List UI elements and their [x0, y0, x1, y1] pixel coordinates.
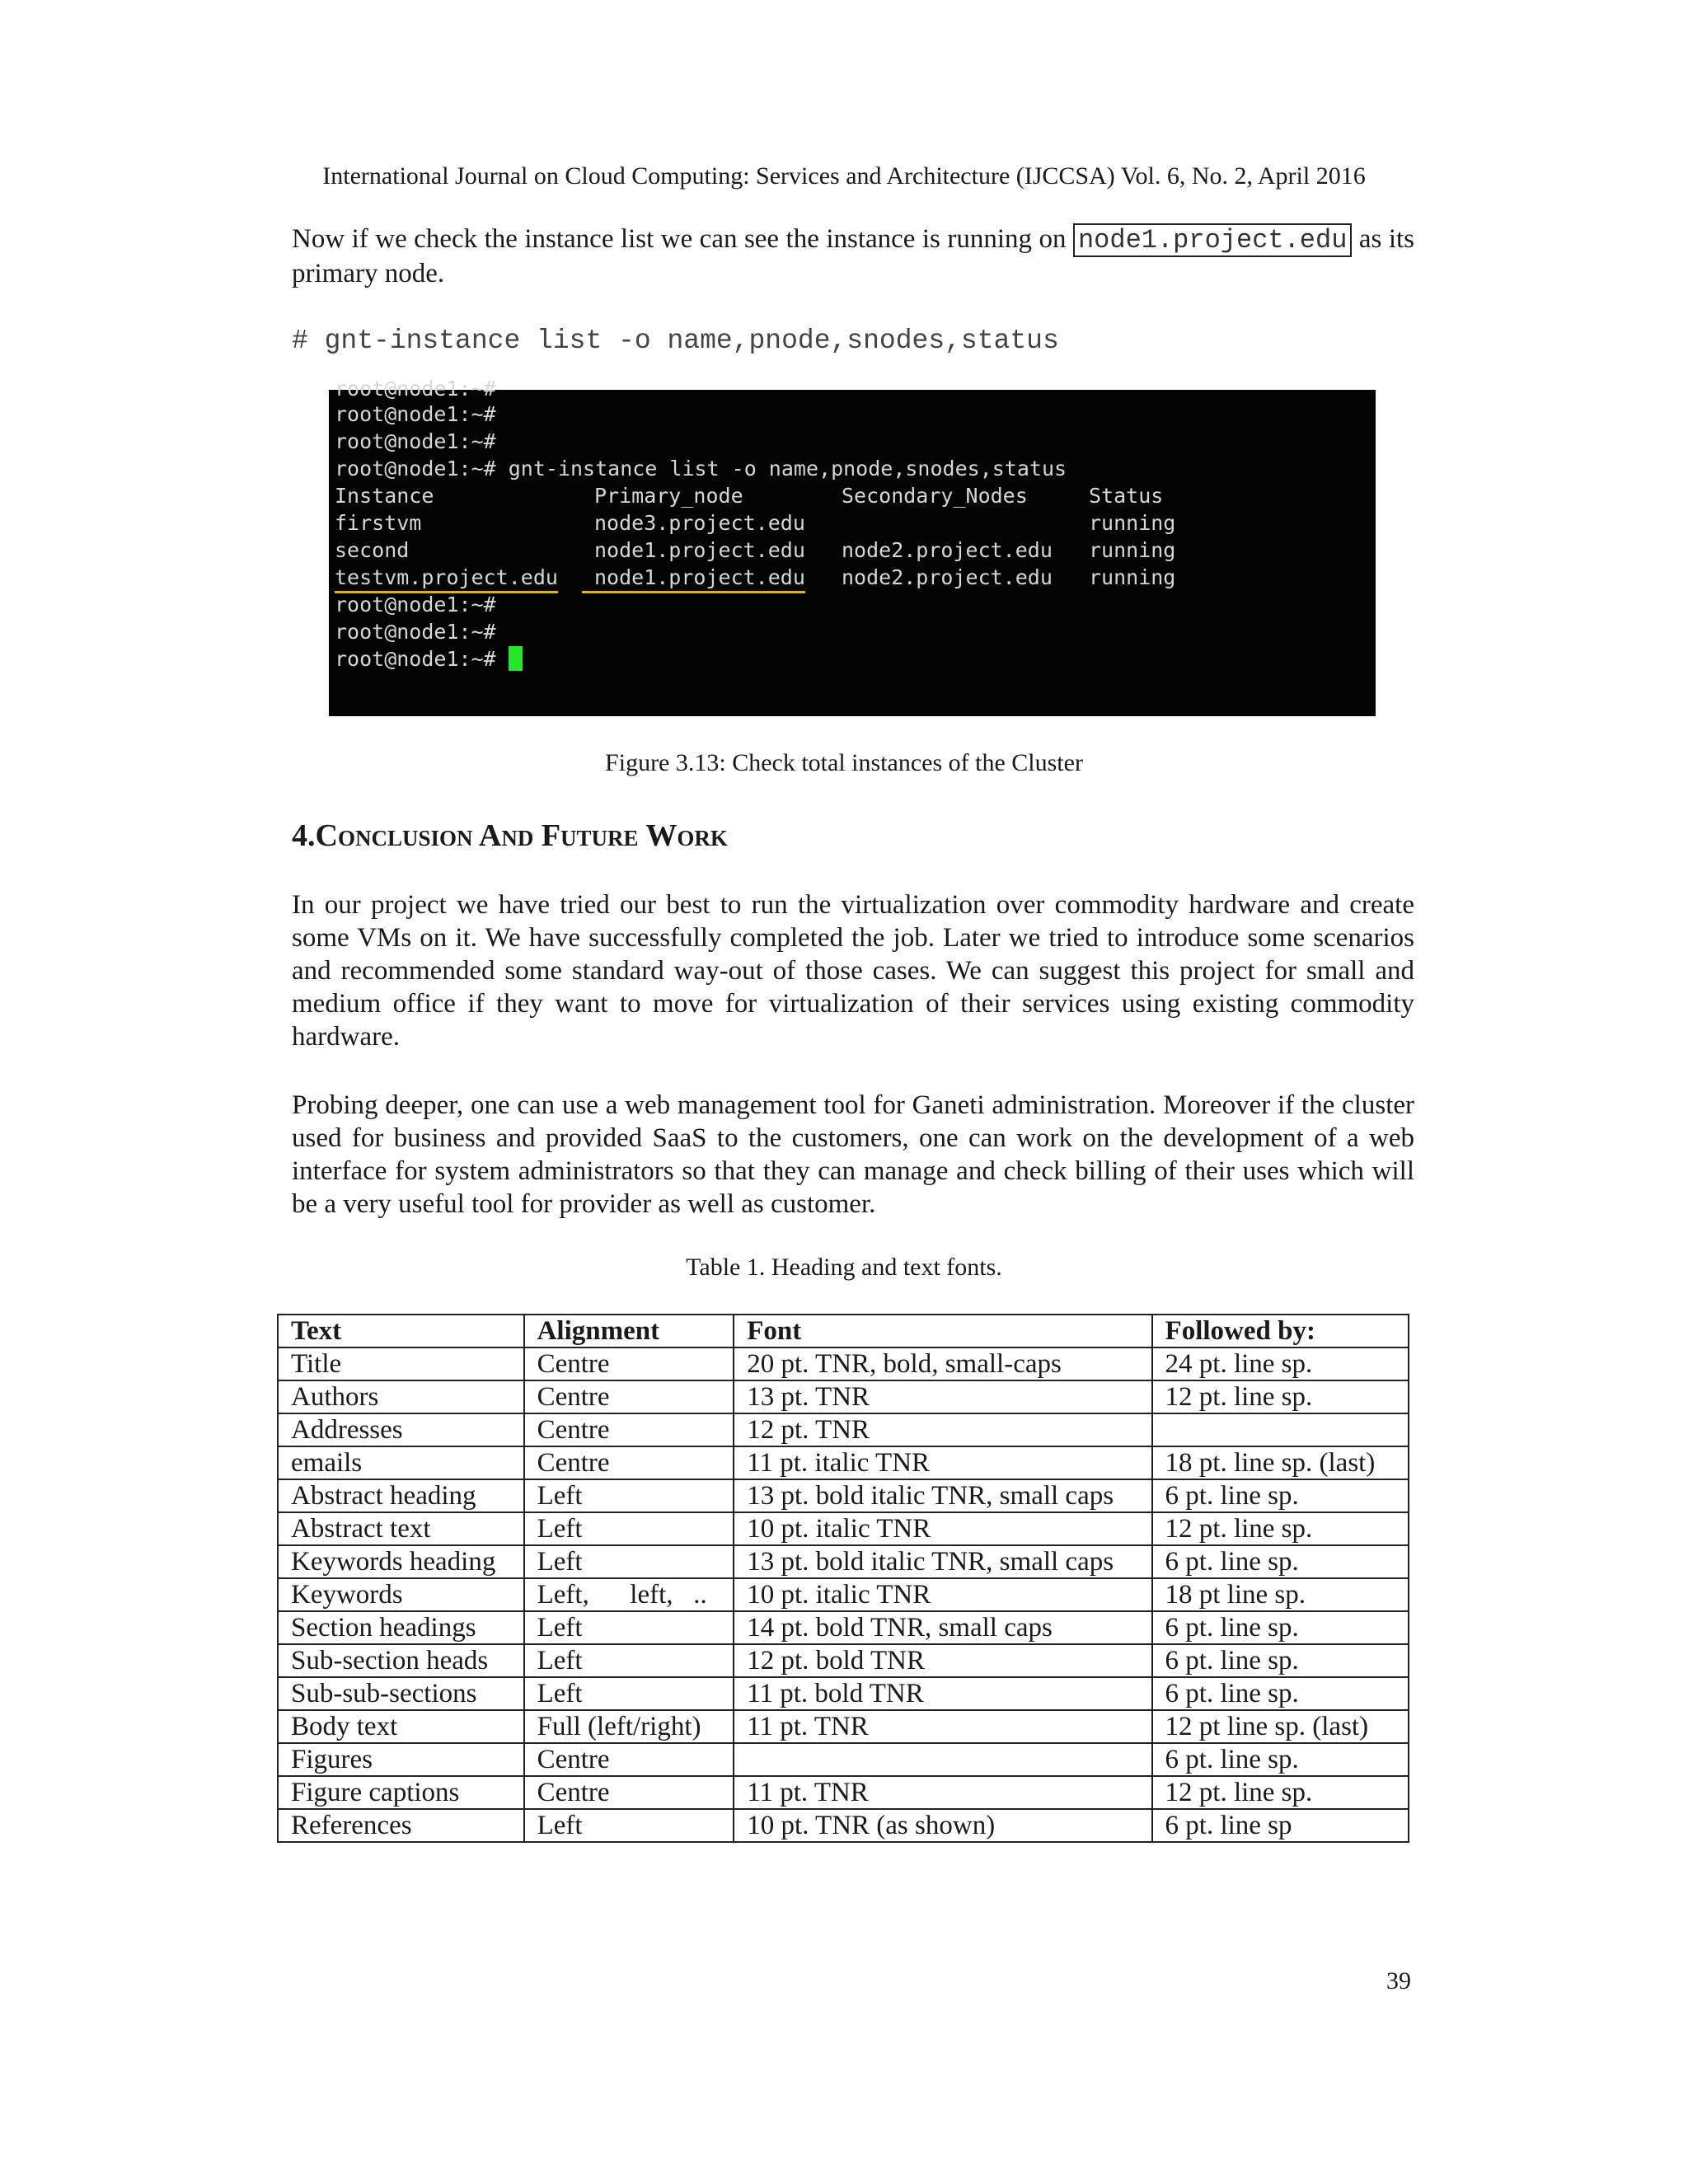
table-cell: 12 pt. line sp.	[1152, 1512, 1409, 1545]
command-line: # gnt-instance list -o name,pnode,snodes,status	[292, 326, 1059, 356]
terminal-cell: testvm.project.edu	[335, 564, 558, 593]
table-cell: Left	[524, 1809, 734, 1842]
table-cell: 13 pt. bold italic TNR, small caps	[734, 1479, 1151, 1512]
terminal-cell: node2.project.edu	[842, 565, 1053, 589]
table-cell: Centre	[524, 1413, 734, 1446]
terminal-cell: node2.project.edu	[842, 538, 1053, 562]
figure-caption: Figure 3.13: Check total instances of the Cluster	[605, 749, 1083, 776]
table-cell: Abstract text	[278, 1512, 524, 1545]
table-cell: 14 pt. bold TNR, small caps	[734, 1611, 1151, 1644]
table-cell: Sub-section heads	[278, 1644, 524, 1677]
table-row	[278, 1413, 1409, 1446]
table-cell: Centre	[524, 1380, 734, 1413]
table-cell: 11 pt. TNR	[734, 1776, 1151, 1809]
table-cell: 6 pt. line sp.	[1152, 1611, 1409, 1644]
table-cell: Centre	[524, 1776, 734, 1809]
table-cell: Full (left/right)	[524, 1710, 734, 1743]
terminal-last-line	[335, 645, 523, 673]
terminal-screenshot	[329, 377, 1376, 716]
table-cell: Keywords	[278, 1578, 524, 1611]
hostname-code: node1.project.edu	[1073, 223, 1352, 257]
table-cell: 12 pt line sp. (last)	[1152, 1710, 1409, 1743]
table-row	[278, 1545, 1409, 1578]
table-cell: 13 pt. bold italic TNR, small caps	[734, 1545, 1151, 1578]
table-header-cell: Followed by:	[1152, 1315, 1409, 1347]
table-cell: Title	[278, 1347, 524, 1380]
table-cell: 6 pt. line sp.	[1152, 1545, 1409, 1578]
table-cell: 11 pt. TNR	[734, 1710, 1151, 1743]
terminal-cell: second	[335, 538, 410, 562]
terminal-prompt: root@node1:~#	[335, 429, 496, 453]
table-row	[278, 1347, 1409, 1380]
table-cell: 24 pt. line sp.	[1152, 1347, 1409, 1380]
table-cell: 18 pt. line sp. (last)	[1152, 1446, 1409, 1479]
table-cell: Abstract heading	[278, 1479, 524, 1512]
terminal-cell: node1.project.edu	[582, 564, 805, 593]
table-cell: 18 pt line sp.	[1152, 1578, 1409, 1611]
terminal-cell: firstvm	[335, 511, 422, 535]
page-number: 39	[1386, 1967, 1411, 1994]
table-row	[278, 1479, 1409, 1512]
intro-paragraph	[292, 223, 1414, 290]
table-cell: Left	[524, 1479, 734, 1512]
table-cell: 6 pt. line sp.	[1152, 1644, 1409, 1677]
table-cell: 6 pt. line sp.	[1152, 1677, 1409, 1710]
terminal-prompt-cut: root@node1:~#	[335, 377, 496, 401]
terminal-header-instance: Instance	[335, 484, 434, 508]
table-cell: 11 pt. italic TNR	[734, 1446, 1151, 1479]
table-cell: 13 pt. TNR	[734, 1380, 1151, 1413]
terminal-cell: node1.project.edu	[594, 538, 805, 562]
terminal-prompt: root@node1:~#	[335, 457, 496, 480]
terminal-cell: running	[1089, 511, 1176, 535]
table-row	[278, 1743, 1409, 1776]
table-row	[278, 1776, 1409, 1809]
running-header: International Journal on Cloud Computing: Services and Architecture (IJCCSA) Vol. 6, No. 2, April 2016	[322, 162, 1366, 190]
terminal-cell: running	[1089, 538, 1176, 562]
terminal-cursor-icon	[509, 646, 523, 671]
table-header-cell: Text	[278, 1315, 524, 1347]
terminal-row-highlighted	[335, 564, 558, 591]
intro-text-after: as its primary node.	[292, 224, 1415, 288]
table-cell: Authors	[278, 1380, 524, 1413]
terminal-prompt: root@node1:~#	[335, 402, 496, 426]
table-cell: Figures	[278, 1743, 524, 1776]
table-cell: emails	[278, 1446, 524, 1479]
table-cell: Centre	[524, 1347, 734, 1380]
table-header-cell: Font	[734, 1315, 1151, 1347]
table-row	[278, 1611, 1409, 1644]
table-cell: Left	[524, 1545, 734, 1578]
table-cell: Section headings	[278, 1611, 524, 1644]
terminal-row-highlighted	[582, 564, 805, 591]
terminal-prompt: root@node1:~#	[335, 647, 496, 671]
table-caption: Table 1. Heading and text fonts.	[686, 1254, 1002, 1281]
table-cell: Figure captions	[278, 1776, 524, 1809]
table-cell: Left	[524, 1677, 734, 1710]
table-row	[278, 1512, 1409, 1545]
table-header-row	[278, 1315, 1409, 1347]
table-cell: 12 pt. line sp.	[1152, 1776, 1409, 1809]
table-cell: Left	[524, 1611, 734, 1644]
terminal-header-status: Status	[1089, 484, 1164, 508]
table-cell: 20 pt. TNR, bold, small-caps	[734, 1347, 1151, 1380]
body-paragraph: Probing deeper, one can use a web management tool for Ganeti administration. Moreover if the cluster used for business and provided SaaS to the customers, one can work on the development of a web interface for system administrators so that they can manage and check billing of their uses which will be a very useful tool for provider as well as customer.	[292, 1090, 1414, 1219]
table-cell: 12 pt. line sp.	[1152, 1380, 1409, 1413]
table-cell: Sub-sub-sections	[278, 1677, 524, 1710]
table-header-cell: Alignment	[524, 1315, 734, 1347]
terminal-command: gnt-instance list -o name,pnode,snodes,status	[508, 457, 1067, 480]
table-row	[278, 1380, 1409, 1413]
table-cell: 12 pt. TNR	[734, 1413, 1151, 1446]
table-cell: 12 pt. bold TNR	[734, 1644, 1151, 1677]
table-cell: 6 pt. line sp.	[1152, 1479, 1409, 1512]
table-cell: 6 pt. line sp.	[1152, 1743, 1409, 1776]
table-row	[278, 1677, 1409, 1710]
section-heading: 4.Conclusion And Future Work	[292, 818, 728, 853]
table-cell	[734, 1743, 1151, 1776]
table-cell: Centre	[524, 1446, 734, 1479]
table-cell: 10 pt. italic TNR	[734, 1578, 1151, 1611]
table-cell: Addresses	[278, 1413, 524, 1446]
terminal-prompt: root@node1:~#	[335, 620, 496, 644]
table-row	[278, 1809, 1409, 1842]
table-cell: Left	[524, 1512, 734, 1545]
table-row	[278, 1446, 1409, 1479]
terminal-cell: running	[1089, 565, 1176, 589]
table-cell: 11 pt. bold TNR	[734, 1677, 1151, 1710]
body-paragraph: In our project we have tried our best to run the virtualization over commodity hardware and create some VMs on it. We have successfully completed the job. Later we tried to introduce some scenarios and recommended some standard way-out of those cases. We can suggest this project for small and medium office if they want to move for virtualization of their services using existing commodity hardware.	[292, 890, 1414, 1052]
table-cell: 10 pt. italic TNR	[734, 1512, 1151, 1545]
terminal-header-primary: Primary_node	[594, 484, 743, 508]
table-row	[278, 1710, 1409, 1743]
terminal-cell: node3.project.edu	[594, 511, 805, 535]
table-cell: 10 pt. TNR (as shown)	[734, 1809, 1151, 1842]
table-cell: 6 pt. line sp	[1152, 1809, 1409, 1842]
table-cell: Keywords heading	[278, 1545, 524, 1578]
table-cell: Left, left, ..	[524, 1578, 734, 1611]
table-cell	[1152, 1413, 1409, 1446]
table-row	[278, 1578, 1409, 1611]
table-cell: References	[278, 1809, 524, 1842]
intro-text-before: Now if we check the instance list we can see the instance is running on	[292, 224, 1067, 254]
table-cell: Body text	[278, 1710, 524, 1743]
table-cell: Left	[524, 1644, 734, 1677]
terminal-command-line	[335, 455, 1067, 482]
terminal-prompt: root@node1:~#	[335, 593, 496, 616]
table-row	[278, 1644, 1409, 1677]
fonts-table	[277, 1314, 1409, 1843]
terminal-header-secondary: Secondary_Nodes	[842, 484, 1028, 508]
table-cell: Centre	[524, 1743, 734, 1776]
